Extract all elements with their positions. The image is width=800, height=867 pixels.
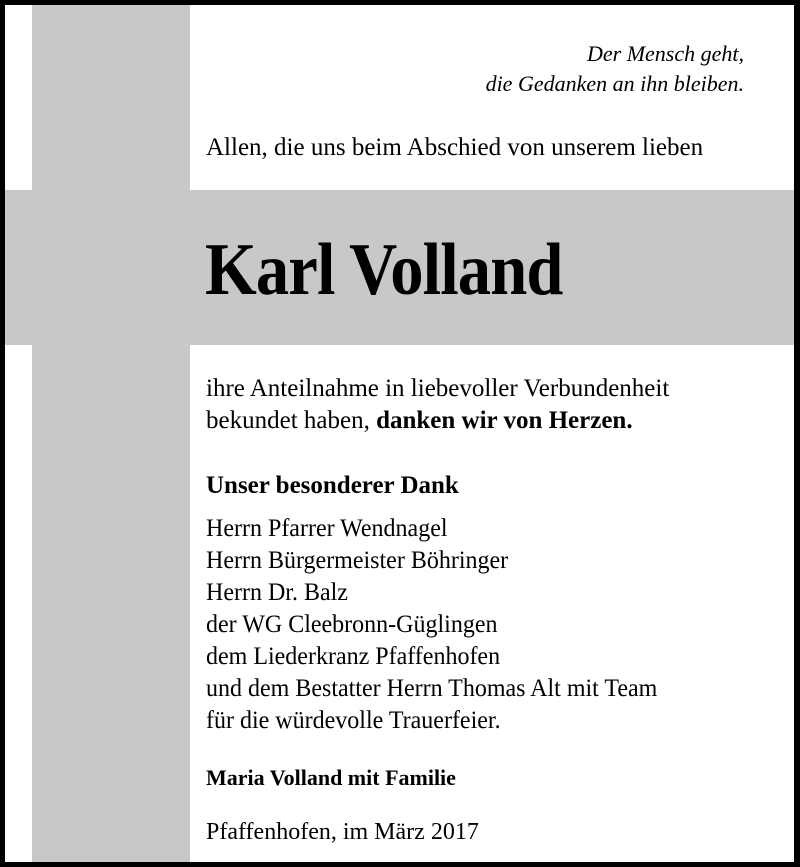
list-item: der WG Cleebronn-Güglingen: [206, 611, 498, 638]
list-item: und dem Bestatter Herrn Thomas Alt mit Team: [206, 675, 658, 702]
list-item: Herrn Bürgermeister Böhringer: [206, 547, 509, 574]
list-item: für die würdevolle Trauerfeier.: [206, 707, 501, 734]
special-thanks-heading: Unser besonderer Dank: [206, 472, 459, 499]
motto-line-2: die Gedanken an ihn bleiben.: [485, 71, 744, 96]
cross-vertical-bar: [32, 5, 190, 862]
intro-text: Allen, die uns beim Abschied von unserem lieben: [206, 134, 704, 161]
deceased-name: Karl Volland: [205, 229, 563, 311]
list-item: Herrn Dr. Balz: [206, 579, 348, 606]
special-thanks-list: [206, 513, 657, 737]
thanks-body-line-2: [206, 405, 669, 437]
thanks-body-bold: danken wir von Herzen.: [376, 407, 633, 434]
list-item: Herrn Pfarrer Wendnagel: [206, 515, 448, 542]
motto-line-1: Der Mensch geht,: [586, 41, 744, 66]
motto-quote: [486, 39, 744, 99]
thanks-body-line-1: ihre Anteilnahme in liebevoller Verbundenheit: [206, 375, 670, 402]
list-item: dem Liederkranz Pfaffenhofen: [206, 643, 501, 670]
place-date: Pfaffenhofen, im März 2017: [206, 819, 479, 845]
thanks-body-regular: bekundet haben,: [206, 407, 377, 434]
signature: Maria Volland mit Familie: [206, 765, 456, 790]
thanks-body: [206, 373, 669, 437]
